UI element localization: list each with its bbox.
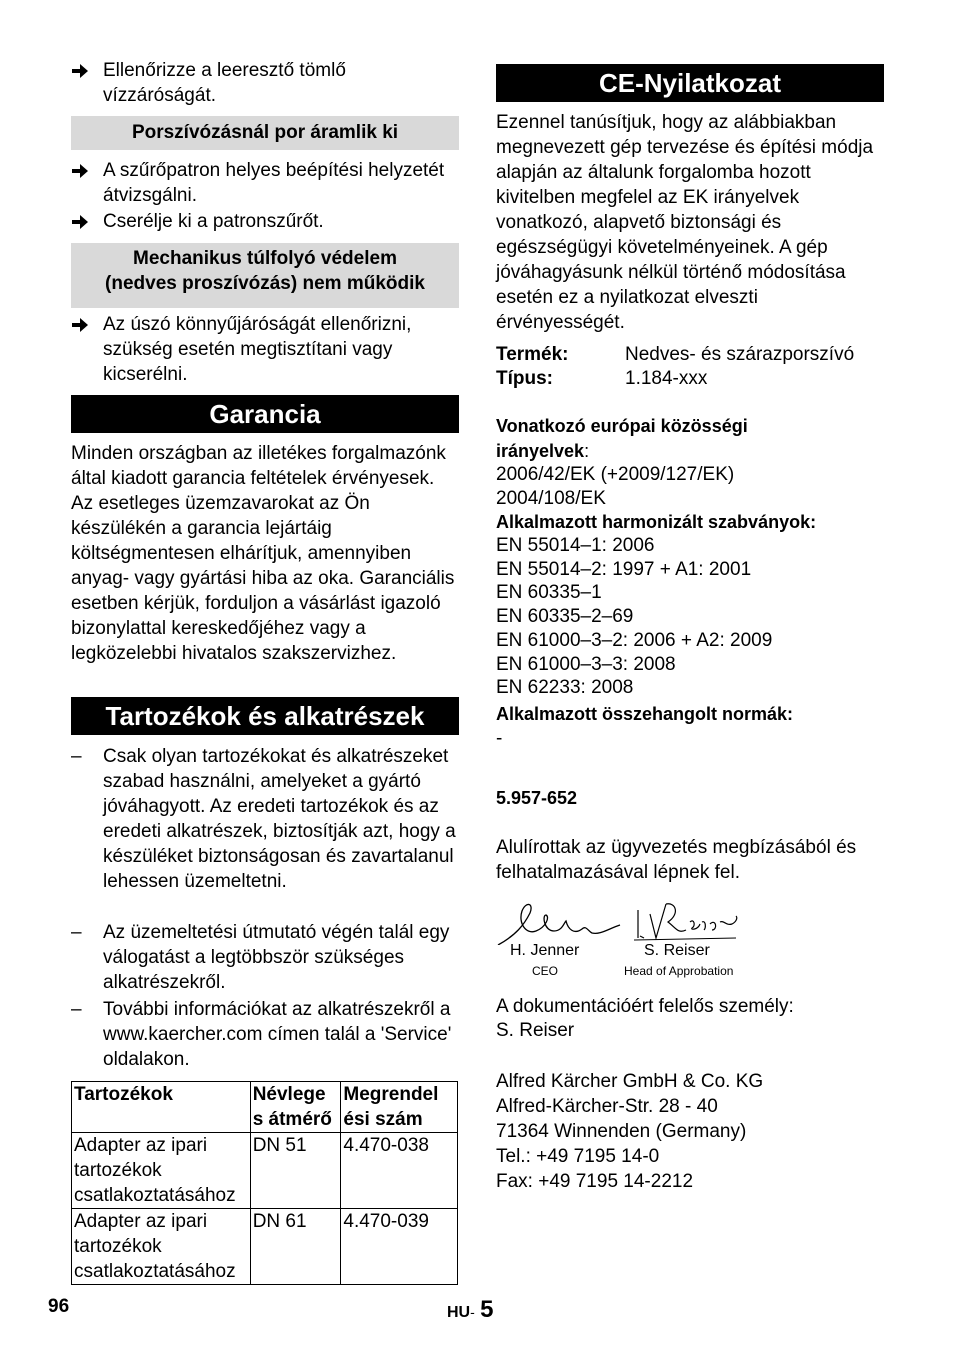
signer-role: Head of Approbation (624, 964, 734, 978)
arrow-right-icon (71, 209, 95, 238)
step-text: Az úszó könnyűjáróságát ellenőrizni, szükség esetén megtisztítani vagy kicserélni. (103, 314, 412, 385)
table-header-cell: Tartozékok (72, 1082, 251, 1133)
table-cell: 4.470-038 (341, 1133, 458, 1209)
standard-item: EN 60335–2–69 (496, 606, 634, 628)
step-text: Ellenőrizze a leeresztő tömlő vízzáróságát. (103, 60, 346, 106)
arrow-right-icon (71, 158, 95, 187)
accessories-note (71, 920, 459, 995)
heading-line: (nedves proszívózás) nem működik (105, 273, 425, 294)
accessories-note (71, 744, 459, 894)
signatories-text: Alulírottak az ügyvezetés megbízásából és felhatalmazásával lépnek fel. (496, 837, 857, 883)
check-drain-hose-step (71, 58, 459, 108)
directives-label: irányelvek (496, 441, 585, 461)
ce-declaration-text: Ezennel tanúsítjuk, hogy az alábbiakban megnevezett gép tervezése és építési módja alapján az általunk forgalomba hozott kivitelben megfelel az EK irányelvek vonatkozó, alapvető biztonsági és egészségügyi követelményeinek. A gép jóváhagyásunk nélkül történő módosítása esetén ez a nyilatkozat elveszti érvényességét. (496, 112, 874, 333)
directive-item: 2006/42/EK (+2009/127/EK) (496, 464, 735, 485)
table-header-cell: Megrendel ési szám (341, 1082, 458, 1133)
dash-icon: – (71, 999, 82, 1020)
signer-name: S. Reiser (644, 942, 710, 959)
table-cell: DN 51 (250, 1133, 341, 1209)
company-address (496, 1069, 763, 1194)
dash-icon: – (71, 922, 82, 943)
warranty-title: Garancia (71, 395, 459, 433)
table-cell: DN 61 (250, 1209, 341, 1285)
heading-line: Mechanikus túlfolyó védelem (133, 248, 397, 269)
directive-item: 2004/108/EK (496, 488, 606, 509)
directives-block (496, 414, 884, 464)
note-text: Csak olyan tartozékokat és alkatrészeket szabad használni, amelyeket a gyártó jóváhagyott. Az eredeti tartozékok és az eredeti alkatrészek, biztosítják azt, hogy a készüléket biztonságosan és zavartalanul lehessen üzemeltetni. (103, 746, 456, 892)
accessories-note (71, 997, 459, 1072)
type-value: 1.184-xxx (625, 368, 708, 389)
standard-item: EN 62233: 2008 (496, 677, 634, 699)
page-separator: - (470, 1304, 475, 1320)
standard-item: EN 61000–3–3: 2008 (496, 653, 676, 675)
dash-icon: – (71, 746, 82, 767)
language-code: HU (447, 1304, 471, 1321)
table-row (72, 1133, 458, 1209)
directives-colon: : (584, 441, 590, 461)
national-standards-label: Alkalmazott összehangolt normák: (496, 704, 794, 724)
section-heading-mechanical (71, 243, 459, 308)
handwritten-signature-icon (496, 895, 626, 945)
table-row (72, 1209, 458, 1285)
note-text: Az üzemeltetési útmutató végén talál egy válogatást a legtöbbször szükséges alkatrészekről. (103, 922, 450, 993)
product-row (496, 342, 854, 367)
accessories-title: Tartozékok és alkatrészek (71, 697, 459, 735)
company-street: Alfred-Kärcher-Str. 28 - 40 (496, 1096, 718, 1117)
ce-declaration-title: CE-Nyilatkozat (496, 64, 884, 102)
standard-item: EN 60335–1 (496, 582, 602, 604)
accessories-table (71, 1081, 458, 1285)
directives-label: Vonatkozó európai közösségi (496, 416, 748, 436)
document-number: 5.957-652 (496, 788, 578, 808)
doc-responsible-name: S. Reiser (496, 1020, 575, 1041)
signature-reiser (624, 900, 754, 985)
standards-list (496, 534, 772, 700)
step-text: A szűrőpatron helyes beépítési helyzetét átvizsgálni. (103, 160, 445, 206)
signer-name: H. Jenner (510, 942, 580, 959)
handwritten-signature-icon (632, 900, 742, 944)
company-tel: Tel.: +49 7195 14-0 (496, 1146, 660, 1167)
step-text: Cserélje ki a patronszűrőt. (103, 211, 324, 232)
check-filter-step (71, 158, 459, 208)
replace-filter-step (71, 209, 459, 234)
product-label: Termék: (496, 344, 569, 365)
standard-item: EN 61000–3–2: 2006 + A2: 2009 (496, 629, 773, 651)
type-row (496, 366, 707, 391)
signature-jenner (496, 895, 626, 980)
company-city: 71364 Winnenden (Germany) (496, 1121, 747, 1142)
product-value: Nedves- és szárazporszívó (625, 344, 855, 365)
national-standards-value: - (496, 728, 503, 749)
page-number: 96 (48, 1296, 70, 1317)
harmonized-standards-label: Alkalmazott harmonizált szabványok: (496, 512, 817, 532)
doc-responsible-label: A dokumentációért felelős személy: (496, 996, 794, 1017)
table-header-row (72, 1082, 458, 1133)
arrow-right-icon (71, 58, 95, 87)
section-page-indicator (447, 1296, 493, 1324)
company-name: Alfred Kärcher GmbH & Co. KG (496, 1071, 764, 1092)
standard-item: EN 55014–2: 1997 + A1: 2001 (496, 558, 752, 580)
signer-role: CEO (532, 964, 559, 978)
table-cell: 4.470-039 (341, 1209, 458, 1285)
table-cell: Adapter az ipari tartozékok csatlakoztatásához (72, 1133, 251, 1209)
standard-item: EN 55014–1: 2006 (496, 535, 655, 556)
section-heading-dust: Porszívózásnál por áramlik ki (71, 116, 459, 150)
arrow-right-icon (71, 312, 95, 341)
check-float-step (71, 312, 459, 387)
type-label: Típus: (496, 368, 553, 389)
note-text: További információkat az alkatrészekről a www.kaercher.com címen talál a 'Service' oldalakon. (103, 999, 452, 1070)
table-cell: Adapter az ipari tartozékok csatlakoztatásához (72, 1209, 251, 1285)
section-page-number: 5 (480, 1296, 494, 1323)
company-fax: Fax: +49 7195 14-2212 (496, 1171, 694, 1192)
warranty-text: Minden országban az illetékes forgalmazónk által kiadott garancia feltételek érvényesek. Az esetleges üzemzavarokat az Ön készülékén a garancia lejártáig költségmentesen elhárítjuk, amennyiben anyag- vagy gyártási hiba az oka. Garanciális esetben kérjük, forduljon a vásárlást igazoló bizonylattal kereskedőjéhez vagy a legközelebbi hivatalos szakszervizhez. (71, 443, 455, 664)
table-header-cell: Névlege s átmérő (250, 1082, 341, 1133)
